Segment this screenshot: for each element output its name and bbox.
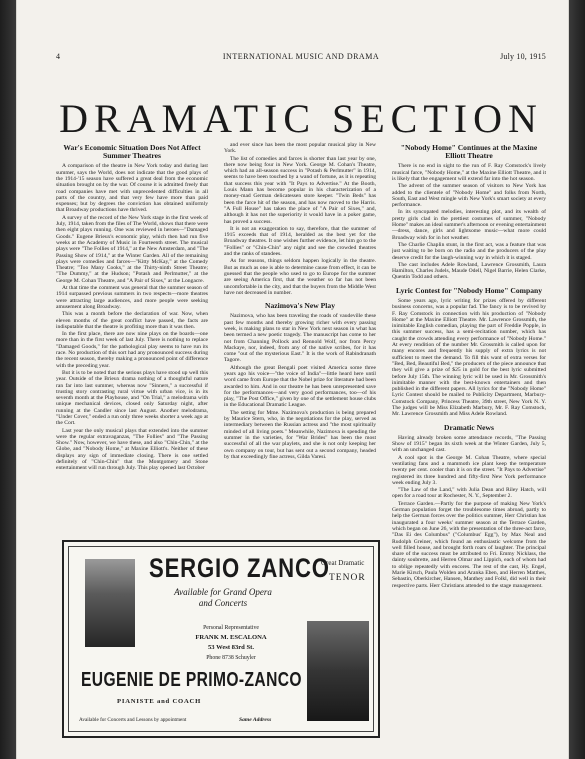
portrait-photo-tenor — [85, 559, 135, 647]
paragraph: But it is to be noted that the serious plays have stood up well this year. Outside of the Brieux drama nothing of a thoughtful nature ran far into last summer, whereas now "Sinners," a successful if trusting story contrasting rural virtue with urban vice, is in its seventh month at the Playhouse, and "On Trial," a melodrama with unique mechanical devices, closed only Saturday night, after running at the Candler since last August. Another melodrama, "Under Cover," ended a run only three weeks shorter a week ago at the Cort. — [56, 369, 208, 427]
ad-rep-address: 53 West 83rd St. — [207, 644, 255, 651]
article-heading: War's Economic Situation Does Not Affect Summer Theatres — [63, 143, 201, 161]
column-2 — [224, 142, 376, 537]
ad-second-name: EUGENIE DE PRIMO-ZANCO — [81, 669, 302, 691]
paragraph: and ever since has been the most popular musical play in New York. — [224, 142, 376, 155]
paragraph: There is no end in sight to the run of F. Ray Comstock's lively musical farce, "Nobody Home," at the Maxine Elliott Theatre, and it is likely that the engagement will extend far into the hot season. — [392, 163, 546, 182]
paragraph: As for reasons, things seldom happen logically in the theatre. But as much as one is able to determine cause from effect, it can be guessed that the people who used to go to Europe for the summer are seeing America first, that the weather so far has not been uncomfortable in the city, and that the buyers from the Middle West have not decreased in number. — [224, 258, 376, 296]
article-heading: Nazimova's New Play — [264, 301, 336, 311]
paragraph: Nazimova, who has been traveling the roads of vaudeville these past few months and thereby growing richer with every passing week, is making plans to star in New York next season in what has been termed a new poetic tragedy. The manuscript has come to her not from Channing Pollock and Rennold Wolf, nor from Percy Mackaye, nor, indeed, from any of the native scribes, for it has come "out of the mysterious East." It is the work of Rabindranath Tagore. — [224, 313, 376, 364]
column-1 — [56, 142, 208, 537]
ad-rep-label: Personal Representative — [203, 625, 259, 631]
ad-bottom-availability: Available for Concerts and Lessons by appointment — [79, 717, 187, 723]
article-heading: Dramatic News — [444, 422, 494, 432]
ad-availability — [163, 587, 283, 609]
paragraph: In its syncopated melodies, interesting plot, and its wealth of pretty girls clad in the prettiest costumes of summer, "Nobody Home" makes an ideal summer's afternoon or evening entertainment—dress, dance, girls and lightsome music—what more could Broadway wish for in hot weather. — [392, 209, 546, 241]
section-title: DRAMATIC SECTION — [59, 96, 543, 141]
advertisement — [62, 540, 380, 738]
ad-availability-line-1: Available for Grand Opera — [174, 587, 272, 597]
issue-date: July 10, 1915 — [500, 52, 546, 61]
masthead: INTERNATIONAL MUSIC AND DRAMA — [222, 52, 380, 61]
article-heading: "Nobody Home" Continues at the Maxine Elliott Theatre — [400, 143, 538, 161]
portrait-photo-pianiste — [307, 621, 369, 721]
running-head — [56, 52, 546, 64]
ad-rep-name: FRANK M. ESCALONA — [195, 634, 267, 641]
binding-edge-left — [0, 0, 16, 759]
paragraph: The Charlie Chaplin stunt, in the first act, was a feature that was just waiting to be born on the radio and the producers of the play deserve credit for the laugh-winning way in which it is staged. — [392, 241, 546, 261]
paragraph: "The Law of the Land," with Julia Dean and Riley Hatch, will open for a road tour at Rochester, N. Y., September 2. — [392, 487, 546, 500]
paragraph: Having already broken some attendance records, "The Passing Show of 1915" began its sixth week at the Winter Garden, July 5, with an unchanged cast. — [392, 434, 546, 454]
paragraph: At that time the comment was general that the summer season of 1914 surpassed previous summers in two respects—more theatres were attracting large audiences, and more people were seeking amusement along Broadway. — [56, 285, 208, 310]
paragraph: This was a month before the declaration of war. Now, when eleven months of the great conflict have passed, the facts are indisputable that the theatre is profiting more than it was then. — [56, 311, 208, 330]
paragraph: The advent of the summer season of visitors to New York has added to the clientele of "Nobody Home" and folks from North, South, East and West mingle with New York's smart society at every performance. — [392, 183, 546, 209]
paragraph: It is not an exaggeration to say, therefore, that the summer of 1915 exceeds that of 1914, heralded as the best yet for the Broadway theatres. It one wishes further evidence, let him go to the "Follies" or "Chin-Chin" any night and see the crowded theatres and the ranks of standees. — [224, 225, 376, 258]
article-heading: Lyric Contest for "Nobody Home" Company — [395, 285, 543, 295]
ad-voice-type: TENOR — [329, 573, 366, 583]
ad-headline-name: SERGIO ZANCO — [149, 553, 330, 583]
binding-edge-right — [569, 0, 585, 759]
column-3 — [392, 142, 546, 742]
paragraph: The list of comedies and farces is shorter than last year by one, there now being four in New York. George M. Cohan's Theatre, which had an all-season success in "Potash & Perlmutter" in 1914, seems to have been touched by a wand of fortune, as it is repeating that success this year with "It Pays to Advertise." At the Booth, Louis Mann has become popular in his characterization of a money-mad German delicatessen store keeper. "Twin Beds" has been the farce hit of the season, and has now moved to the Harris. "A Full House" has taken the place of "A Pair of Sixes," and, although it has not the superiority it would have in a poker game, has proved a success. — [224, 155, 376, 225]
ad-availability-line-2: and Concerts — [198, 598, 248, 608]
paragraph: A comparison of the theatre in New York today and during last summer, says the World, does not indicate that the good plays of the 1914-'15 season have suffered a great deal from the economic situation brought on by the war. Of course it is admitted freely that road companies have met with unprecedented difficulties in all parts of the country, and that very few have more than paid expenses; but by degrees the conviction has obtained uniformly that Broadway productions have thrived. — [56, 163, 208, 214]
paragraph: Although the great Bengali poet visited America some three years ago his voice—"the voice of India"—little heard here until word came from Europe that the Nobel prize for literature had been awarded to him. And in our theatre he has been unrepresented save for the performances—and very good performances, too—of his play, "The Post Office," given by one of the settlement house clubs in the Educational Dramatic League. — [224, 364, 376, 409]
ad-rep-phone: Phone 8738 Schuyler — [206, 655, 256, 661]
paragraph: A survey of the record of the New York stage in the first week of July, 1914, taken from the files of The World, shows that there were then eight plays running. One was reviewed in heroes—"Damaged Goods." Eugene Brieux's economic play, which then had run five weeks at the Academy of Music in Fourteenth street. The musical plays were "The Follies of 1914," at the New Amsterdam, and "The Passing Show of 1914," at the Winter Garden. All of the remaining plays were comedies and farces—"Kitty McKay," at the Comedy Theatre; "Too Many Cooks," at the Thirty-ninth Street Theatre; "The Dummy," at the Hudson; "Potash and Perlmutter," at the George M. Cohan Theatre, and "A Pair of Sixes," at the Longacre. — [56, 214, 208, 284]
ad-tagline: Great Dramatic — [321, 559, 365, 567]
paragraph: Some years ago, lyric writing for prizes offered by different business concerns, was a popular fad. The fancy is to be revived by F. Ray Comstock in connection with his production of "Nobody Home" at the Maxine Elliott Theatre. Mr. Lawrence Grossmith, the inimitable English comedian, playing the part of Freddie Popple, in this summer success, has a semi-recitation number, which has caught the crowds attending every performance of "Nobody Home." At every rendition of the number Mr. Grossmith is called upon for many encores and frequently his supply of extra lyrics is not sufficient to meet the demand. To fill this want of extra verses for "Bed, Bed, Beautiful Bed," the producers of the piece announce that they will give a prize of $25 in gold for the best lyric submitted before July 15th. The winning lyric will be used in Mr. Grossmith's inimitable manner with the best-known entertainers and then published in the different papers. All lyrics for the "Nobody Home" Lyric Contest should be mailed to Publicity Department, Marbury-Comstock Company, Princess Theatre, 39th street, New York N. Y. The judges will be Miss Elizabeth Marbury, Mr. F. Ray Comstock, Mr. Lawrence Grossmith and Miss Adele Rowland. — [392, 297, 546, 418]
ad-role: PIANISTE and COACH — [117, 698, 202, 705]
page-number: 4 — [56, 52, 61, 61]
ad-same-address: Same Address — [239, 717, 272, 723]
ad-frame — [68, 546, 374, 732]
paragraph: A cool spot is the George M. Cohan Theatre, where special ventilating fans and a mammoth ice plant keep the temperature twenty per cent. cooler than it is on the street. "It Pays to Advertise" registered its three hundred and fifty-first New York performance week ending July 3. — [392, 454, 546, 486]
ad-representative — [181, 623, 281, 663]
paragraph: The cast includes Adele Rowland, Lawrence Grossmith, Laura Hamilton, Charles Judels, Maude Odell, Nigel Barrie, Helen Clarke, Quentin Todd and others. — [392, 261, 546, 281]
paragraph: The setting for Mme. Nazimova's production is being prepared by Maurice Stern, who, in the negotiations for the play, served as intermediary between the Russian actress and "the most spiritually minded of all living poets." Meanwhile, Nazimova is spending the summer in the varieties, for "War Brides" has been the most successful of all the war playlets, and she is not only keeping her own company on tour, but has sent out a second company, headed by that exceedingly fine actress, Gilda Varesi. — [224, 409, 376, 460]
paragraph: Last year the only musical plays that extended into the summer were the regular extravaganzas, "The Follies" and "The Passing Show." Now, however, we have these, and also "Chin-Chin," at the Globe, and "Nobody Home," at Maxine Elliott's. Neither of these displays any sign of immediate closing. There is one settled definitely of "Chin-Chin" that the Montgomery and Stone entertainment will run through July. This play opened last October — [56, 427, 208, 472]
paragraph: In the first place, there are now nine plays on the boards—one more than in the first week of last July. There is nothing to replace "Damaged Goods," for the pathological play seems to have run its race. No production of this sort had any pronounced success during the recent season, thereby making a pronounced point of difference with the preceding year. — [56, 331, 208, 369]
paragraph: Terrace Garden.—Partly for the purpose of making New York's German population forget the troublesome times abroad, partly to help the German forces over the politics summer, Herr Christian has inaugurated a four weeks' summer season at the Terrace Garden, which began on June 26, with the presentation of the three-act farce, "Das Ei des Columbus" ("Columbus' Egg"), by Max Neal and Rudolph Greiner, which found an enthusiastic welcome from the well filled house, and brought forth roars of laughter. The principal share of the success must be attributed to Fri. Emmy Nicklass, the dainty soubrette, and Herren Olmar and Lippich, each of whom had to oblige repeatedly with encores. The rest of the cast, Hy. Engel, Marie Kirsch, Paula Wolden and Aranka Eben, and Herren Matthes, Sebastin, Oberkircher, Hansen, Manthey and Folkl, did well in their respective parts. Herr Christians attended to the stage management. — [392, 500, 546, 589]
